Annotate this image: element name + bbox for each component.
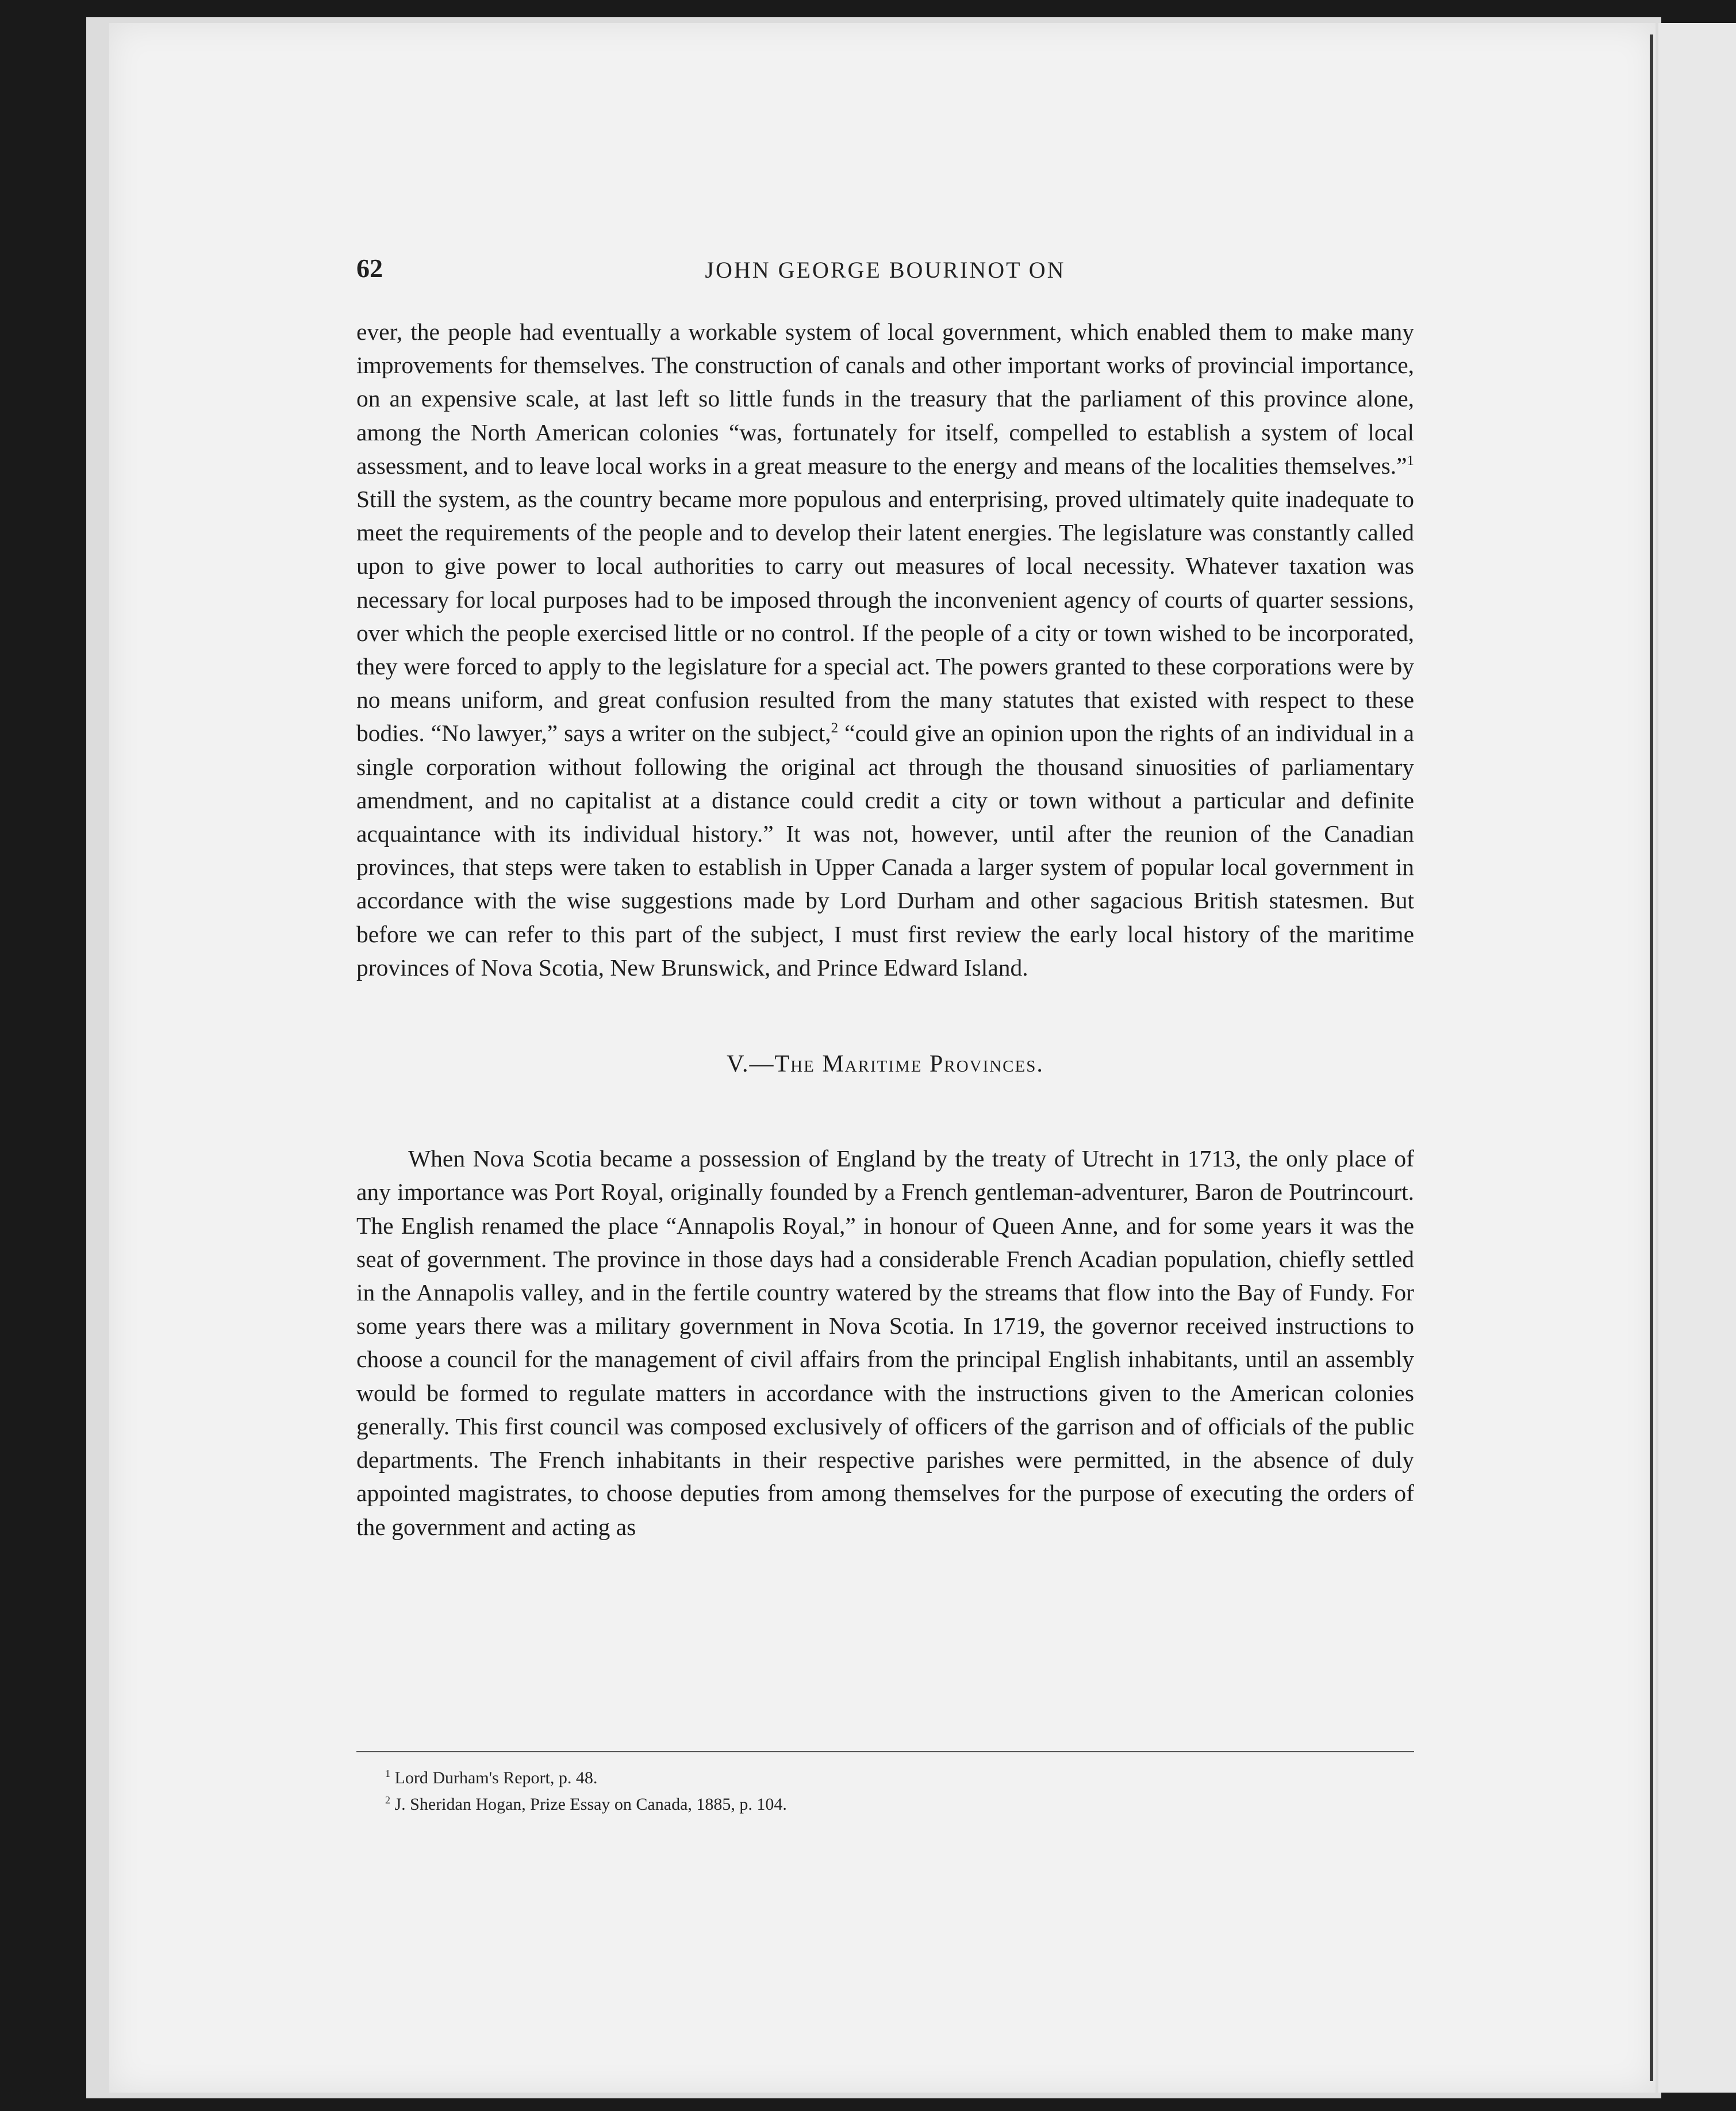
section-heading: V.—The Maritime Provinces. — [727, 1051, 1044, 1078]
footnote — [385, 1791, 1414, 1818]
paragraph-text: Still the system, as the country became more populous and enterprising, proved ultimately quite inadequate to meet the requirements of the people and to develop their latent energies. The legislature was constantly called upon to give power to local authorities to carry out measures of local necessity. Whatever taxation was necessary for local purposes had to be imposed through the inconvenient agency of courts of quarter sessions, over which the people exercised little or no control. If the people of a city or town wished to be incorporated, they were forced to apply to the legislature for a special act. The powers granted to these corporations were by no means uniform, and great confusion resulted from the many statutes that existed with respect to these bodies. “No lawyer,” says a writer on the subject, — [356, 486, 1414, 747]
paragraph — [356, 315, 1414, 984]
footnote-mark: 1 — [385, 1768, 390, 1779]
footnote-mark: 2 — [385, 1794, 390, 1806]
footnote-ref: 2 — [831, 720, 839, 736]
footnote-divider — [356, 1751, 1414, 1752]
footnote-text: Lord Durham's Report, p. 48. — [390, 1768, 598, 1787]
footnotes — [385, 1765, 1414, 1818]
paragraph: When Nova Scotia became a possession of England by the treaty of Utrecht in 1713, the only place of any importance was Port Royal, originally founded by a French gentleman-adventurer, Baron de Poutrincourt. The English renamed the place “Annapolis Royal,” in honour of Queen Anne, and for some years it was the seat of government. The province in those days had a considerable French Acadian population, chiefly settled in the Annapolis valley, and in the fertile country watered by the streams that flow into the Bay of Fundy. For some years there was a military government in Nova Scotia. In 1719, the governor received instructions to choose a council for the management of civil affairs from the principal English inhabitants, until an assembly would be formed to regulate matters in accordance with the instructions given to the American colonies generally. This first council was composed exclusively of officers of the garrison and of officials of the public departments. The French inhabitants in their respective parishes were permitted, in the absence of duly appointed magistrates, to choose deputies from among themselves for the purpose of executing the orders of the government and acting as — [356, 1145, 1414, 1540]
footnote — [385, 1765, 1414, 1791]
paragraph-text: “could give an opinion upon the rights of an individual in a single corporation without following the original act through the thousand sinuosities of parliamentary amendment, and no capitalist at a distance could credit a city or town without a particular and definite acquaintance with its individual history.” It was not, however, until after the reunion of the Canadian provinces, that steps were taken to establish in Upper Canada a larger system of popular local government in accordance with the wise suggestions made by Lord Durham and other sagacious British statesmen. But before we can refer to this part of the subject, I must first review the early local history of the maritime provinces of Nova Scotia, New Brunswick, and Prince Edward Island. — [356, 720, 1414, 981]
page-fold-shadow — [1650, 34, 1653, 2081]
paragraph-text: ever, the people had eventually a workable system of local government, which enabled them to make many improvements for themselves. The construction of canals and other important works of provincial importance, on an expensive scale, at last left so little funds in the treasury that the parliament of this province alone, among the North American colonies “was, fortunately for itself, compelled to establish a system of local assessment, and to leave local works in a great measure to the energy and means of the localities themselves.” — [356, 318, 1414, 479]
next-page-edge — [1658, 23, 1736, 2093]
page-header — [356, 253, 1414, 299]
running-head: JOHN GEORGE BOURINOT ON — [705, 257, 1066, 283]
page-number: 62 — [356, 254, 383, 283]
body-text — [356, 315, 1414, 1544]
footnote-ref: 1 — [1407, 452, 1414, 469]
footnote-text: J. Sheridan Hogan, Prize Essay on Canada, 1885, p. 104. — [390, 1795, 787, 1814]
